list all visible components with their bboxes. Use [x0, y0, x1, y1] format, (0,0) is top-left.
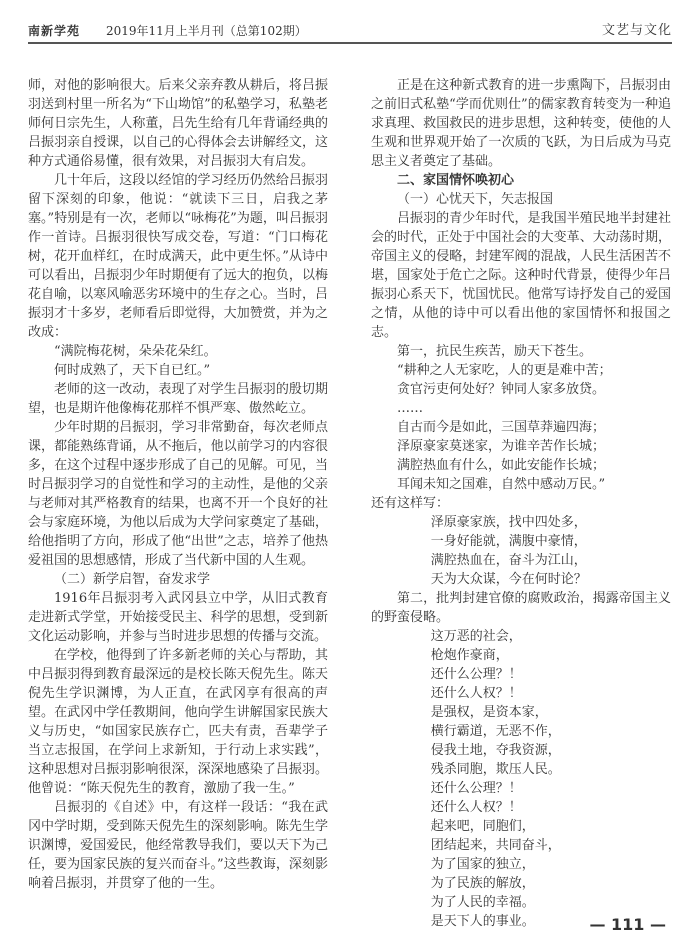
quote-line: “耕种之人无家吃，人的更是难中苦； — [397, 363, 612, 378]
section-title: 文艺与文化 — [601, 23, 672, 38]
poem-line: 为了国家的独立， — [430, 857, 535, 872]
poem-line: 天为大众谋，今在何时论？ — [430, 572, 587, 587]
journal-title: 南新学苑 — [28, 24, 81, 38]
paragraph: 师，对他的影响很大。后来父亲弃教从耕后，将吕振羽送到村里一所名为“下山坳馆”的私塾学习，私塾老师何日宗先生，人称董，吕先生给有几年背诵经典的吕振羽亲自授课，以自己的心得体会去讲解经文，这种方式通俗易懂，很有效果，对吕振羽大有启发。 — [28, 78, 328, 169]
subsection-heading: （一）心忧天下，矢志报国 — [397, 192, 554, 207]
quote-line: 何时成熟了，天下自已红。” — [54, 363, 211, 378]
page-number: — 111 — — [589, 915, 666, 934]
poem-line: 还什么人权？！ — [430, 800, 522, 815]
poem-line: 还什么公理？！ — [430, 781, 522, 796]
paragraph: 正是在这种新式教育的进一步熏陶下，吕振羽由之前旧式私塾“学而优则仕”的儒家教育转变为一种追求真理、救国救民的进步思想，这种转变，使他的人生观和世界观开始了一次质的飞跃，为日后成为马克思主义者奠定了基础。 — [371, 78, 671, 169]
poem-line: 残杀同胞，欺压人民。 — [430, 762, 561, 777]
page-header — [28, 18, 672, 44]
poem-line: 团结起来，共同奋斗， — [430, 838, 561, 853]
quote-line: 泽原豪家莫迷家，为谁辛苦作长城； — [397, 439, 606, 454]
poem-line: 横行霸道，无恶不作， — [430, 724, 561, 739]
quote-line: 耳闻未知之国难，自然中感动万民。” — [397, 477, 606, 492]
paragraph: 少年时期的吕振羽，学习非常勤奋，每次老师点课，都能熟练背诵，从不拖后，他以前学习的内容很多，在这个过程中逐步形成了自己的见解。可见，当时吕振羽学习的自觉性和学习的主动性，是他的父亲与老师对其严格教育的结果，也离不开一个良好的社会与家庭环境，为他以后成为大学问家奠定了基础，给他指明了方向，形成了他“出世”之志，培养了他热爱祖国的思想感情，形成了当代新中国的人生观。 — [28, 420, 328, 568]
poem-line: 这万恶的社会， — [430, 629, 522, 644]
quote-line: “满院梅花树，朵朵花朵红。 — [54, 344, 217, 359]
paragraph: 第二，批判封建官僚的腐败政治，揭露帝国主义的野蛮侵略。 — [371, 591, 671, 625]
poem-line: 起来吧，同胞们， — [430, 819, 535, 834]
left-column — [28, 76, 328, 891]
poem-line: 为了民族的解放， — [430, 876, 535, 891]
quote-line: …… — [397, 401, 423, 416]
poem-line: 为了人民的幸福。 — [430, 895, 535, 910]
poem-line: 还什么人权？！ — [430, 686, 522, 701]
subsection-heading: （二）新学启智，奋发求学 — [54, 572, 211, 587]
quote-line: 贪官污吏何处好？钟同人家多放贷。 — [397, 382, 606, 397]
paragraph: 吕振羽的青少年时代，是我国半殖民地半封建社会的时代，正处于中国社会的大变革、大动荡时期，帝国主义的侵略，封建军阀的混战，人民生活困苦不堪，国家处于危亡之际。这种时代背景，使得少年吕振羽心系天下，忧国忧民。他常写诗抒发自己的爱国之情，从他的诗中可以看出他的家国情怀和报国之志。 — [371, 211, 671, 340]
issue-info: 2019年11月上半月刊（总第102期） — [106, 24, 307, 38]
paragraph: 几十年后，这段以经馆的学习经历仍然给吕振羽留下深刻的印象，他说：“就读下三日，启我之茅塞。”特别是有一次，老师以“咏梅花”为题，叫吕振羽作一首诗。吕振羽很快写成交卷，写道：“门口梅花树，花开血样红，在时成满天，此中更生怀。”从诗中可以看出，吕振羽少年时期便有了远大的抱负，以梅花自喻，以寒风喻恶劣环境中的生存之心。当时，吕振羽才十多岁，老师看后即觉得，大加赞赏，并为之改成： — [28, 173, 328, 340]
poem-line: 枪炮作豪商， — [430, 648, 509, 663]
paragraph: 还有这样写： — [371, 496, 450, 511]
quote-line: 自古而今是如此，三国草莽遍四海； — [397, 420, 606, 435]
paragraph: 1916年吕振羽考入武冈县立中学，从旧式教育走进新式学堂，开始接受民主、科学的思想，受到新文化运动影响，并参与当时进步思想的传播与交流。 — [28, 591, 328, 644]
header-rule — [28, 42, 672, 44]
poem-line: 泽原豪家族，找中四处多， — [430, 515, 587, 530]
paragraph: 老师的这一改动，表现了对学生吕振羽的殷切期望，也是期许他像梅花那样不惧严寒、傲然屹立。 — [28, 382, 328, 416]
paragraph: 吕振羽的《自述》中，有这样一段话：“我在武冈中学时期，受到陈天倪先生的深刻影响。陈先生学识渊博，爱国爱民，他经常教导我们，要以天下为己任，要为国家民族的复兴而奋斗。”这些教诲，深刻影响着吕振羽，并贯穿了他的一生。 — [28, 800, 328, 891]
poem-line: 还什么公理？！ — [430, 667, 522, 682]
poem-line: 是强权，是资本家， — [430, 705, 548, 720]
poem-line: 是天下人的事业。 — [430, 914, 535, 929]
poem-line: 满腔热血在，奋斗为江山， — [430, 553, 587, 568]
poem-line: 侵我土地，夺我资源， — [430, 743, 561, 758]
paragraph: 第一，抗民生疾苦，励天下苍生。 — [397, 344, 593, 359]
quote-line: 满腔热血有什么，如此安能作长城； — [397, 458, 606, 473]
section-heading: 二、家国情怀唤初心 — [397, 173, 515, 188]
poem-line: 一身好能就，满腹中豪情， — [430, 534, 587, 549]
paragraph: 在学校，他得到了许多新老师的关心与帮助，其中吕振羽得到教育最深远的是校长陈天倪先生。陈天倪先生学识渊博，为人正直，在武冈享有很高的声望。在武冈中学任教期间，他向学生讲解国家民族大义与历史，“如国家民族存亡，匹夫有责，吾辈学子当立志报国，在学问上求新知，于行动上求实践”，这种思想对吕振羽影响很深，深深地感染了吕振羽。他曾说：“陈天倪先生的教育，激励了我一生。” — [28, 648, 328, 796]
